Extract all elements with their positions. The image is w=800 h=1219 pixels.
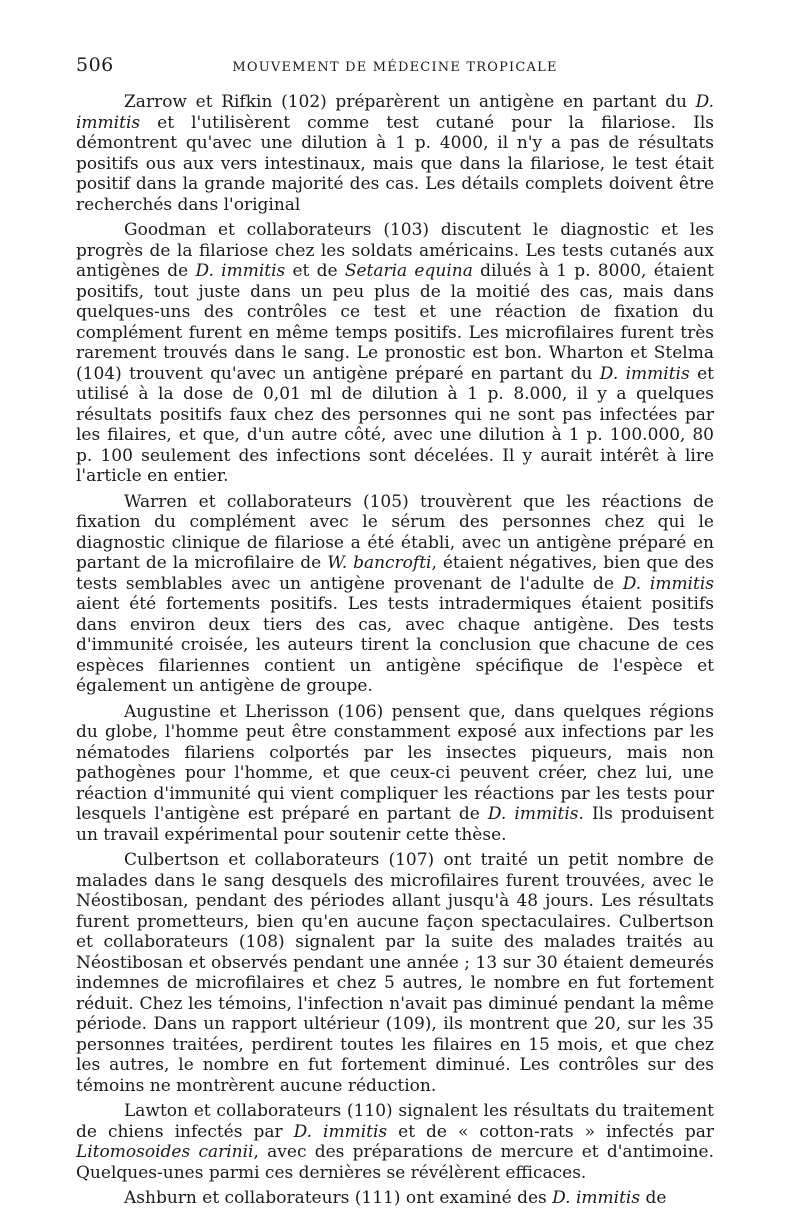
paragraph (76, 1101, 714, 1183)
paragraph (76, 850, 714, 1096)
text-run: et de « cotton-rats » infectés par (387, 1121, 714, 1142)
paragraph (76, 220, 714, 487)
italic-term: D. immitis (622, 573, 714, 594)
italic-term: W. bancrofti (327, 553, 432, 573)
paragraph (76, 702, 714, 846)
text-run: aient été fortements positifs. Les tests intradermiques étaient positifs dans environ deux tiers des cas, avec chaque antigène. Des tests d'immunité croisée, les auteurs tirent la conclusion que chacune de ces espèces filariennes contient un antigène spécifique de l'espèce et également un antigène de groupe. (76, 594, 714, 696)
text-run: et l'utilisèrent comme test cutané pour la filariose. Ils démontrent qu'avec une dilution à 1 p. 4000, il n'y a pas de résultats positifs ous aux vers intestinaux, mais que dans la filariose, le test était positif dans la grande majorité des cas. Les détails complets doivent être recherchés dans l'original (76, 112, 714, 215)
italic-term: Litomosoides carinii (76, 1142, 254, 1162)
text-run: de (640, 1188, 667, 1208)
running-title: MOUVEMENT DE MÉDECINE TROPICALE (232, 60, 558, 75)
text-run: Goodman et collaborateurs (103) discutent le diagnostic et les progrès de la filariose chez les soldats américains. Les tests cutanés aux antigènes de (76, 220, 714, 281)
paragraph (76, 492, 714, 697)
text-run: Lawton et collaborateurs (110) signalent les résultats du traitement de chiens infectés par (76, 1101, 714, 1142)
text-run: , étaient négatives, bien que des tests semblables avec un antigène provenant de l'adulte de (76, 553, 715, 594)
italic-term: D. immitis (293, 1121, 388, 1142)
body-text (76, 92, 714, 1209)
italic-term: D. immitis (552, 1188, 641, 1208)
text-run: dilués à 1 p. 8000, étaient positifs, tout juste dans un peu plus de la moitié des cas, mais dans quelques-uns des contrôles ce test et une réaction de fixation du complément furent en même temps positifs. Les microfilaires furent très rarement trouvés dans le sang. Le pronostic est bon. Wharton et Stelma (104) trouvent qu'avec un antigène préparé en partant du (76, 261, 714, 384)
text-run: et utilisé à la dose de 0,01 ml de dilution à 1 p. 8.000, il y a quelques résultats positifs faux chez des personnes qui ne sont pas infectées par les filaires, et que, d'un autre côté, avec une dilution à 1 p. 100.000, 80 p. 100 seulement des infections sont décelées. Il y aurait intérêt à lire l'article en entier. (76, 363, 714, 486)
page-number: 506 (76, 54, 114, 76)
text-run: et de (285, 261, 345, 281)
text-run: . Ils produisent un travail expérimental pour soutenir cette thèse. (76, 804, 714, 845)
italic-term: Setaria equina (344, 261, 473, 281)
document-page (76, 54, 714, 1214)
page-header (76, 54, 714, 84)
italic-term: D. immitis (76, 92, 714, 133)
text-run: , avec des préparations de mercure et d'antimoine. Quelques-unes parmi ces dernières se révélèrent efficaces. (76, 1142, 714, 1183)
italic-term: D. immitis (487, 804, 579, 824)
paragraph (76, 1188, 714, 1209)
paragraph (76, 92, 714, 215)
text-run: Warren et collaborateurs (105) trouvèrent que les réactions de fixation du complément avec le sérum des personnes chez qui le diagnostic clinique de filariose a été établi, avec un antigène préparé en partant de la microfilaire de (76, 491, 714, 573)
text-run: Ashburn et collaborateurs (111) ont examiné des (124, 1188, 553, 1208)
text-run: Augustine et Lherisson (106) pensent que, dans quelques régions du globe, l'homme peut être constamment exposé aux infections par les nématodes filariens colportés par les insectes piqueurs, mais non pathogènes pour l'homme, et que ceux-ci peuvent créer, chez lui, une réaction d'immunité qui vient compliquer les réactions par les tests pour lesquels l'antigène est préparé en partant de (76, 701, 714, 824)
text-run: Zarrow et Rifkin (102) préparèrent un antigène en partant du (124, 92, 696, 112)
italic-term: D. immitis (195, 261, 286, 281)
italic-term: D. immitis (599, 363, 690, 384)
text-run: Culbertson et collaborateurs (107) ont traité un petit nombre de malades dans le sang desquels des microfilaires furent trouvées, avec le Néostibosan, pendant des périodes allant jusqu'à 48 jours. Les résultats furent prometteurs, bien qu'en aucune façon spectaculaires. Culbertson et collaborateurs (108) signalent par la suite des malades traités au Néostibosan et observés pendant une année ; 13 sur 30 étaient demeurés indemnes de microfilaires et chez 5 autres, le nombre en fut fortement réduit. Chez les témoins, l'infection n'avait pas diminué pendant la même période. Dans un rapport ultérieur (109), ils montrent que 20, sur les 35 personnes traitées, perdirent toutes les filaires en 15 mois, et que chez les autres, le nombre en fut fortement diminué. Les contrôles sur des témoins ne montrèrent aucune réduction. (76, 850, 714, 1096)
